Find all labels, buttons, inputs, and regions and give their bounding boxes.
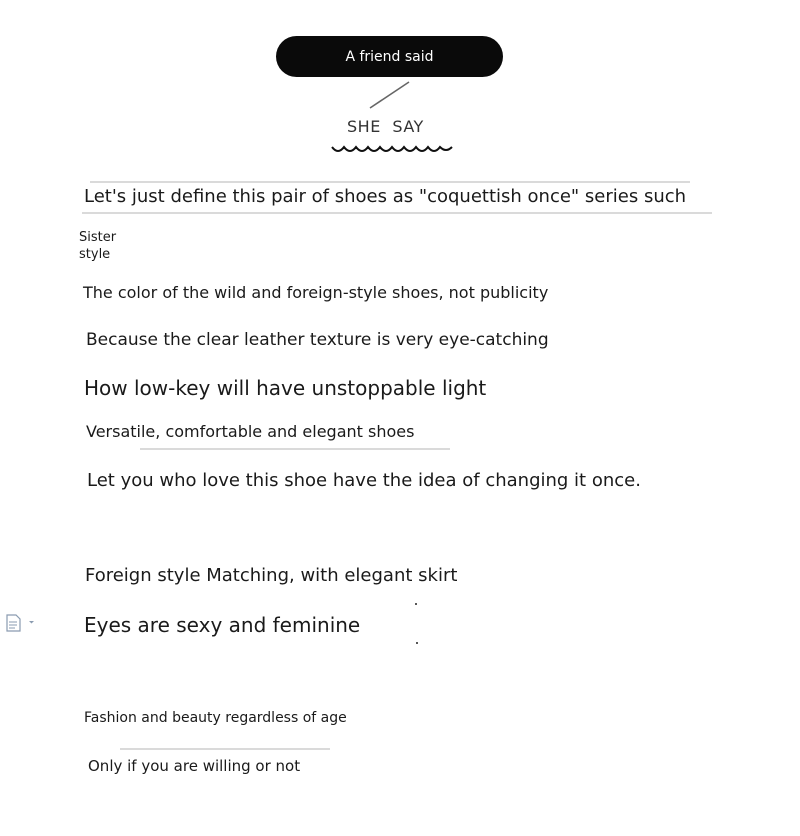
stray-dot (416, 642, 418, 644)
friend-said-text: A friend said (345, 48, 434, 65)
chevron-down-icon[interactable] (29, 621, 34, 624)
text-line-8: Foreign style Matching, with elegant skirt (85, 565, 458, 586)
text-line-10: Fashion and beauty regardless of age (84, 710, 347, 726)
text-line-2: Sister style (79, 230, 117, 262)
scan-smudge (90, 181, 690, 183)
text-line-6: Versatile, comfortable and elegant shoes (86, 422, 415, 441)
friend-said-bubble (276, 36, 503, 77)
wave-icon (332, 147, 452, 151)
text-line-3: The color of the wild and foreign-style shoes, not publicity (83, 283, 549, 302)
scan-smudge (140, 448, 450, 450)
she-say-label: SHE SAY (347, 117, 424, 136)
text-line-1: Let's just define this pair of shoes as "coquettish once" series such (84, 186, 687, 207)
text-line-9: Eyes are sexy and feminine (84, 613, 361, 637)
scan-smudge (120, 748, 330, 750)
scan-smudge (82, 212, 712, 214)
stray-dot (415, 603, 417, 605)
text-line-11: Only if you are willing or not (88, 757, 301, 775)
document-icon[interactable] (6, 614, 36, 632)
text-line-4: Because the clear leather texture is very eye-catching (86, 330, 549, 350)
text-line-5: How low-key will have unstoppable light (84, 376, 487, 400)
pointer-line-icon (370, 82, 409, 108)
text-line-7: Let you who love this shoe have the idea of changing it once. (87, 470, 641, 491)
